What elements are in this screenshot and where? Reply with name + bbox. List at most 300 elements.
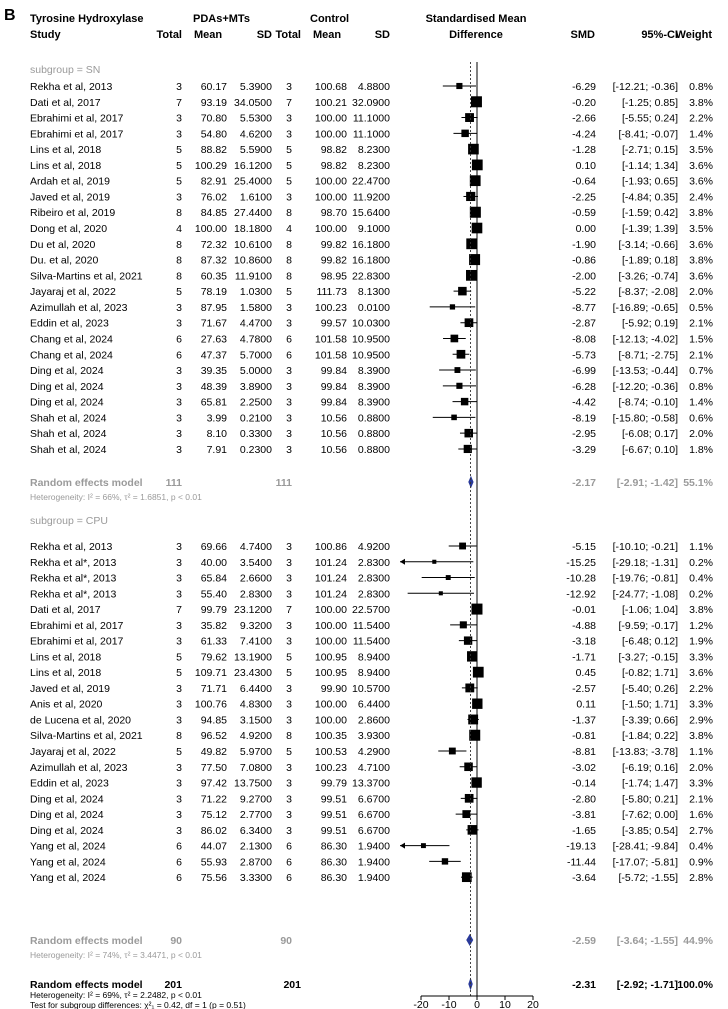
study-row-weight: 1.1%	[689, 746, 713, 759]
study-row-sd1: 1.0300	[239, 286, 272, 299]
study-row-m1: 48.39	[200, 380, 227, 393]
study-row-study: Ebrahimi et al, 2017	[30, 128, 124, 141]
study-row-sd1: 4.8300	[239, 698, 272, 711]
study-row-weight: 3.6%	[689, 159, 713, 172]
study-row-m2: 100.23	[314, 761, 347, 774]
study-row-n1: 3	[176, 635, 182, 648]
study-row-study: Shah et al, 2024	[30, 443, 107, 456]
study-row-study: Du et al, 2020	[30, 238, 96, 251]
weight-square	[454, 367, 460, 373]
study-row-sd2: 8.3900	[357, 365, 390, 378]
study-row-study: Rekha et al*, 2013	[30, 572, 117, 585]
study-row-study: Javed et al, 2019	[30, 191, 110, 204]
study-row-study: Lins et al, 2018	[30, 159, 102, 172]
weight-square	[439, 591, 443, 595]
study-row-ci: [-5.80; 0.21]	[621, 793, 678, 806]
study-row-smd: -11.44	[567, 856, 596, 869]
overall-heterogeneity: Heterogeneity: I² = 69%, τ² = 2.2482, p < 0.01	[30, 990, 202, 1000]
study-row-sd2: 4.7100	[357, 761, 390, 774]
study-row-m1: 47.37	[200, 349, 227, 362]
study-row-n2: 3	[286, 761, 292, 774]
study-row-n2: 6	[286, 333, 292, 346]
study-row-m2: 100.95	[314, 651, 347, 664]
study-row-sd2: 4.2900	[357, 746, 390, 759]
study-row-m1: 60.35	[200, 270, 227, 283]
study-row-smd: 0.00	[575, 223, 596, 236]
header-weight: Weight	[675, 29, 712, 41]
study-row-sd2: 11.5400	[352, 619, 390, 632]
header-effect-line2: Difference	[449, 29, 503, 41]
study-row-weight: 1.4%	[689, 128, 713, 141]
study-row-study: Anis et al, 2020	[30, 698, 103, 711]
study-row-sd1: 3.5400	[239, 556, 272, 569]
study-row-n1: 3	[176, 81, 182, 93]
study-row-ci: [-1.25; 0.85]	[621, 96, 678, 109]
header-total1: Total	[156, 29, 182, 41]
study-row-sd2: 0.8800	[357, 428, 390, 441]
study-row-m1: 55.93	[200, 856, 227, 869]
study-row-n1: 3	[176, 809, 182, 822]
study-row-study: Silva-Martins et al, 2021	[30, 730, 143, 743]
study-row-sd2: 11.1000	[352, 112, 390, 125]
study-row-sd1: 2.8300	[239, 588, 272, 601]
x-tick-label: 10	[499, 999, 511, 1009]
study-row-study: Ding et al, 2024	[30, 809, 104, 822]
study-row-weight: 2.4%	[689, 191, 713, 204]
study-row-study: Yang et al, 2024	[30, 872, 106, 885]
study-row-sd2: 1.9400	[357, 856, 390, 869]
study-row-study: Du. et al, 2020	[30, 254, 99, 267]
study-row-weight: 3.8%	[689, 730, 713, 743]
study-row-sd1: 5.9700	[239, 746, 272, 759]
weight-square	[456, 83, 462, 89]
study-row-n2: 3	[286, 380, 292, 393]
study-row-weight: 2.0%	[689, 286, 713, 299]
study-row-n1: 5	[176, 144, 182, 157]
study-row-m2: 98.82	[320, 159, 347, 172]
weight-square	[450, 304, 455, 309]
study-row-m1: 72.32	[200, 238, 227, 251]
weight-square	[456, 383, 462, 389]
header-study: Study	[30, 29, 61, 41]
study-row-sd1: 27.4400	[234, 207, 272, 220]
study-row-m2: 100.00	[314, 619, 347, 632]
study-row-ci: [-3.39; 0.66]	[621, 714, 678, 727]
study-row-smd: -12.92	[566, 588, 596, 601]
study-row-smd: -4.42	[572, 396, 596, 409]
study-row-ci: [-4.84; 0.35]	[621, 191, 678, 204]
study-row-smd: -2.25	[572, 191, 596, 204]
study-row-n2: 7	[286, 604, 292, 617]
study-row-sd2: 10.9500	[352, 333, 390, 346]
weight-square	[465, 794, 474, 803]
study-row-weight: 3.3%	[689, 777, 713, 790]
study-row-sd1: 5.5900	[239, 144, 272, 157]
study-row-sd2: 16.1800	[352, 238, 390, 251]
study-row-ci: [-15.80; -0.58]	[612, 412, 678, 425]
study-row-weight: 3.5%	[689, 223, 713, 236]
x-tick-label: -10	[441, 999, 457, 1009]
study-row-weight: 3.6%	[689, 270, 713, 283]
study-row-m1: 71.22	[200, 793, 227, 806]
study-row-n2: 3	[286, 635, 292, 648]
ci-arrow-left	[400, 559, 405, 565]
header-ci: 95%-CI	[641, 29, 678, 41]
study-row-m2: 100.86	[314, 541, 347, 553]
study-row-n2: 8	[286, 254, 292, 267]
pooled-row-n1: 111	[165, 477, 182, 489]
study-row-sd1: 5.3900	[239, 81, 272, 93]
study-row-sd2: 8.1300	[357, 286, 390, 299]
study-row-ci: [-19.76; -0.81]	[612, 572, 678, 585]
study-row-smd: -1.37	[572, 714, 596, 727]
study-row-sd2: 10.9500	[352, 349, 390, 362]
study-row-m2: 100.00	[314, 128, 347, 141]
weight-square	[464, 636, 472, 644]
study-row-smd: -3.81	[572, 809, 596, 822]
study-row-m1: 97.42	[200, 777, 227, 790]
study-row-sd2: 0.8800	[357, 412, 390, 425]
study-row-m2: 100.95	[314, 667, 347, 680]
study-row-sd2: 4.9200	[357, 541, 390, 553]
study-row-smd: -2.80	[572, 793, 596, 806]
study-row-weight: 0.2%	[689, 588, 713, 601]
x-tick-label: -20	[413, 999, 429, 1009]
overall-smd: -2.31	[572, 979, 596, 991]
study-row-weight: 3.8%	[689, 207, 713, 220]
weight-square	[449, 748, 456, 755]
study-row-n2: 3	[286, 588, 292, 601]
study-row-weight: 3.8%	[689, 254, 713, 267]
study-row-study: Ding et al, 2024	[30, 793, 104, 806]
study-row-ci: [-7.62; 0.00]	[621, 809, 678, 822]
study-row-sd1: 13.7500	[234, 777, 272, 790]
study-row-sd1: 5.5300	[239, 112, 272, 125]
study-row-n1: 8	[176, 270, 182, 283]
study-row-sd1: 10.6100	[234, 238, 272, 251]
study-row-m1: 65.84	[200, 572, 227, 585]
study-row-m1: 88.82	[200, 144, 227, 157]
study-row-study: Dati et al, 2017	[30, 604, 101, 617]
study-row-m1: 78.19	[200, 286, 227, 299]
header-group2: Control	[310, 13, 350, 25]
study-row-ci: [-1.93; 0.65]	[621, 175, 678, 188]
study-row-smd: 0.45	[575, 667, 596, 680]
study-row-weight: 3.5%	[689, 144, 713, 157]
study-row-sd2: 2.8600	[357, 714, 390, 727]
study-row-m2: 98.82	[320, 144, 347, 157]
study-row-ci: [-5.40; 0.26]	[621, 682, 678, 695]
study-row-m2: 86.30	[320, 840, 347, 853]
study-row-m1: 75.12	[200, 809, 227, 822]
study-row-n1: 3	[176, 556, 182, 569]
study-row-sd2: 15.6400	[352, 207, 390, 220]
header-sd2: SD	[374, 29, 390, 41]
study-row-study: Lins et al, 2018	[30, 144, 102, 157]
study-row-n2: 3	[286, 824, 292, 837]
study-row-sd1: 4.7800	[239, 333, 272, 346]
study-row-ci: [-6.08; 0.17]	[621, 428, 678, 441]
study-row-ci: [-6.48; 0.12]	[621, 635, 678, 648]
study-row-weight: 3.3%	[689, 698, 713, 711]
study-row-smd: -19.13	[566, 840, 596, 853]
study-row-m2: 100.00	[314, 714, 347, 727]
study-row-n1: 5	[176, 175, 182, 188]
study-row-sd2: 8.9400	[357, 667, 390, 680]
study-row-weight: 3.3%	[689, 651, 713, 664]
study-row-study: Eddin et al, 2023	[30, 317, 109, 330]
study-row-sd2: 8.9400	[357, 651, 390, 664]
weight-square	[421, 843, 426, 848]
study-row-sd1: 25.4000	[234, 175, 272, 188]
study-row-smd: -5.22	[572, 286, 596, 299]
weight-square	[461, 130, 468, 137]
study-row-n1: 3	[176, 317, 182, 330]
study-row-m2: 99.57	[320, 317, 347, 330]
weight-square	[464, 429, 473, 438]
study-row-sd2: 8.3900	[357, 396, 390, 409]
study-row-weight: 3.6%	[689, 238, 713, 251]
pooled-row-n2: 111	[275, 477, 292, 489]
pooled-row-weight: 55.1%	[683, 477, 713, 489]
study-row-m2: 10.56	[320, 443, 347, 456]
weight-square	[457, 350, 466, 359]
study-row-n2: 3	[286, 443, 292, 456]
study-row-study: Ardah et al, 2019	[30, 175, 110, 188]
study-row-m2: 111.73	[316, 286, 347, 299]
study-row-sd1: 9.3200	[239, 619, 272, 632]
study-row-smd: -2.57	[572, 682, 596, 695]
subgroup-label: subgroup = CPU	[30, 515, 108, 527]
study-row-ci: [-24.77; -1.08]	[612, 588, 678, 601]
study-row-m2: 100.00	[314, 698, 347, 711]
weight-square	[467, 651, 477, 661]
study-row-n2: 3	[286, 428, 292, 441]
overall-n2: 201	[283, 979, 301, 991]
study-row-sd1: 9.2700	[239, 793, 272, 806]
study-row-m2: 100.53	[314, 746, 347, 759]
study-row-sd1: 11.9100	[234, 270, 272, 283]
header-outcome: Tyrosine Hydroxylase	[30, 13, 144, 25]
study-row-sd1: 0.3300	[239, 428, 272, 441]
study-row-n1: 7	[176, 604, 182, 617]
weight-square	[460, 621, 467, 628]
study-row-weight: 1.8%	[689, 443, 713, 456]
study-row-study: Dati et al, 2017	[30, 96, 101, 109]
study-row-sd2: 0.8800	[357, 443, 390, 456]
study-row-smd: -0.01	[572, 604, 596, 617]
study-row-m2: 99.51	[320, 809, 347, 822]
study-row-study: Ribeiro et al, 2019	[30, 207, 116, 220]
study-row-smd: -0.81	[572, 730, 596, 743]
weight-square	[468, 825, 478, 835]
study-row-n1: 3	[176, 793, 182, 806]
study-row-sd2: 1.9400	[357, 840, 390, 853]
study-row-sd1: 1.6100	[239, 191, 272, 204]
weight-square	[465, 684, 474, 693]
study-row-sd2: 6.6700	[357, 793, 390, 806]
study-row-n2: 3	[286, 541, 292, 553]
study-row-sd2: 4.8800	[357, 81, 390, 93]
pooled-row-smd: -2.59	[572, 935, 596, 947]
study-row-ci: [-1.50; 1.71]	[621, 698, 678, 711]
study-row-n1: 3	[176, 714, 182, 727]
study-row-smd: -5.15	[572, 541, 596, 553]
study-row-m2: 98.95	[320, 270, 347, 283]
weight-square	[470, 175, 481, 186]
study-row-study: Azimullah et al, 2023	[30, 301, 128, 314]
study-row-sd2: 0.0100	[357, 301, 390, 314]
study-row-n1: 3	[176, 682, 182, 695]
pooled-row-ci: [-2.91; -1.42]	[616, 477, 678, 489]
study-row-m1: 84.85	[200, 207, 227, 220]
study-row-n2: 8	[286, 270, 292, 283]
study-row-sd2: 32.0900	[352, 96, 390, 109]
study-row-sd1: 4.7400	[239, 541, 272, 553]
study-row-ci: [-8.71; -2.75]	[618, 349, 678, 362]
study-row-m2: 100.00	[314, 223, 347, 236]
study-row-ci: [-9.59; -0.17]	[618, 619, 678, 632]
study-row-study: de Lucena et al, 2020	[30, 714, 132, 727]
study-row-m1: 77.50	[200, 761, 227, 774]
study-row-smd: -2.87	[572, 317, 596, 330]
study-row-n2: 6	[286, 349, 292, 362]
study-row-m1: 44.07	[200, 840, 227, 853]
study-row-sd1: 5.0000	[239, 365, 272, 378]
study-row-sd1: 2.1300	[239, 840, 272, 853]
weight-square	[451, 415, 457, 421]
study-row-m1: 3.99	[206, 412, 227, 425]
study-row-ci: [-3.27; -0.15]	[618, 651, 678, 664]
study-row-n1: 3	[176, 428, 182, 441]
weight-square	[462, 872, 472, 882]
study-row-m2: 101.24	[314, 572, 347, 585]
study-row-study: Dong et al, 2020	[30, 223, 108, 236]
study-row-study: Ding et al, 2024	[30, 380, 104, 393]
study-row-sd1: 4.6200	[239, 128, 272, 141]
study-row-sd1: 23.1200	[234, 604, 272, 617]
study-row-weight: 2.1%	[689, 317, 713, 330]
study-row-ci: [-1.84; 0.22]	[621, 730, 678, 743]
study-row-m2: 100.68	[314, 81, 347, 93]
study-row-m1: 35.82	[200, 619, 227, 632]
weight-square	[465, 113, 474, 122]
heterogeneity-text: Heterogeneity: I² = 74%, τ² = 3.4471, p < 0.01	[30, 950, 202, 960]
pooled-row-smd: -2.17	[572, 477, 596, 489]
study-row-m1: 39.35	[200, 365, 227, 378]
study-row-m2: 99.82	[320, 238, 347, 251]
study-row-sd2: 2.8300	[357, 572, 390, 585]
study-row-weight: 0.6%	[689, 412, 713, 425]
study-row-study: Chang et al, 2024	[30, 349, 113, 362]
study-row-n2: 5	[286, 175, 292, 188]
study-row-smd: -2.66	[572, 112, 596, 125]
study-row-n2: 3	[286, 365, 292, 378]
study-row-m1: 61.33	[200, 635, 227, 648]
study-row-sd2: 8.2300	[357, 159, 390, 172]
study-row-sd2: 2.8300	[357, 588, 390, 601]
study-row-m1: 87.32	[200, 254, 227, 267]
study-row-n1: 3	[176, 572, 182, 585]
study-row-m1: 27.63	[200, 333, 227, 346]
study-row-ci: [-12.13; -4.02]	[612, 333, 678, 346]
study-row-ci: [-10.10; -0.21]	[612, 541, 678, 553]
study-row-n1: 3	[176, 412, 182, 425]
study-row-smd: -0.20	[572, 96, 596, 109]
study-row-m2: 99.90	[320, 682, 347, 695]
study-row-m2: 100.00	[314, 175, 347, 188]
study-row-ci: [-16.89; -0.65]	[612, 301, 678, 314]
study-row-sd2: 8.2300	[357, 144, 390, 157]
study-row-m1: 65.81	[200, 396, 227, 409]
study-row-sd2: 13.3700	[352, 777, 390, 790]
study-row-sd2: 10.0300	[352, 317, 390, 330]
study-row-m1: 100.76	[194, 698, 227, 711]
study-row-sd1: 3.1500	[239, 714, 272, 727]
study-row-sd1: 2.8700	[239, 856, 272, 869]
study-row-smd: -10.28	[566, 572, 596, 585]
study-row-n1: 3	[176, 824, 182, 837]
study-row-n1: 5	[176, 159, 182, 172]
study-row-smd: -6.28	[572, 380, 596, 393]
weight-square	[451, 335, 459, 343]
study-row-ci: [-1.59; 0.42]	[621, 207, 678, 220]
study-row-m2: 100.00	[314, 191, 347, 204]
study-row-study: Azimullah et al, 2023	[30, 761, 128, 774]
study-row-study: Rekha et al*, 2013	[30, 556, 117, 569]
study-row-m1: 55.40	[200, 588, 227, 601]
study-row-study: Lins et al, 2018	[30, 667, 102, 680]
study-row-weight: 1.2%	[689, 619, 713, 632]
study-row-n2: 3	[286, 572, 292, 585]
study-row-sd2: 8.3900	[357, 380, 390, 393]
study-row-ci: [-28.41; -9.84]	[612, 840, 678, 853]
study-row-sd1: 18.1800	[234, 223, 272, 236]
study-row-m1: 82.91	[200, 175, 227, 188]
study-row-ci: [-6.19; 0.16]	[621, 761, 678, 774]
study-row-n2: 6	[286, 872, 292, 885]
study-row-sd1: 3.8900	[239, 380, 272, 393]
study-row-m2: 10.56	[320, 428, 347, 441]
study-row-sd2: 11.9200	[352, 191, 390, 204]
study-row-weight: 0.8%	[689, 81, 713, 93]
study-row-n1: 8	[176, 730, 182, 743]
study-row-sd2: 22.8300	[352, 270, 390, 283]
study-row-smd: -1.71	[572, 651, 596, 664]
study-row-weight: 0.5%	[689, 301, 713, 314]
study-row-study: Yang et al, 2024	[30, 856, 106, 869]
study-row-smd: -1.28	[572, 144, 596, 157]
study-row-sd1: 2.2500	[239, 396, 272, 409]
study-row-study: Eddin et al, 2023	[30, 777, 109, 790]
study-row-weight: 2.1%	[689, 793, 713, 806]
study-row-study: Chang et al, 2024	[30, 333, 113, 346]
study-row-m1: 75.56	[200, 872, 227, 885]
study-row-weight: 2.0%	[689, 761, 713, 774]
study-row-weight: 2.2%	[689, 112, 713, 125]
study-row-smd: -6.99	[572, 365, 596, 378]
study-row-m1: 71.67	[200, 317, 227, 330]
study-row-study: Yang et al, 2024	[30, 840, 106, 853]
study-row-weight: 1.1%	[689, 541, 713, 553]
study-row-n1: 3	[176, 112, 182, 125]
study-row-m2: 100.35	[314, 730, 347, 743]
study-row-smd: -2.95	[572, 428, 596, 441]
study-row-n1: 4	[176, 223, 182, 236]
study-row-n2: 6	[286, 840, 292, 853]
study-row-n1: 3	[176, 380, 182, 393]
study-row-weight: 3.6%	[689, 667, 713, 680]
